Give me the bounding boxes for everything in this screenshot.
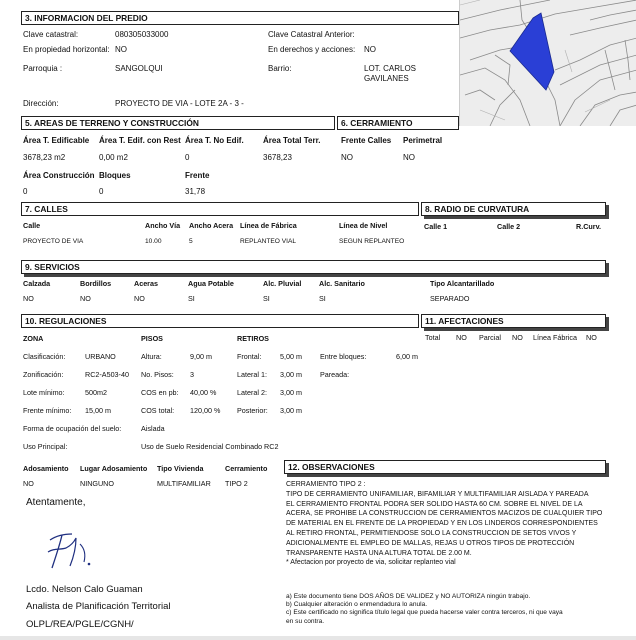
- area-construccion-value: 0: [23, 187, 28, 196]
- lateral1-value: 3,00 m: [280, 370, 302, 379]
- calles-row-ancho-acera: 5: [189, 238, 193, 245]
- servicios-col-pluvial: Alc. Pluvial: [263, 279, 302, 288]
- tipo-vivienda-value: MULTIFAMILIAR: [157, 479, 211, 488]
- area-no-edif-value: 0: [185, 153, 190, 162]
- area-total-label: Área Total Terr.: [263, 136, 321, 145]
- servicios-col-aceras: Aceras: [134, 279, 158, 288]
- section-3-header: 3. INFORMACION DEL PREDIO: [21, 11, 459, 25]
- servicios-val-aceras: NO: [134, 294, 145, 303]
- atentamente: Atentamente,: [26, 497, 86, 508]
- area-no-edif-label: Área T. No Edif.: [185, 136, 244, 145]
- calles-row-linea-nivel: SEGUN REPLANTEO: [339, 238, 405, 245]
- obs-line: ADICIONALMENTE EL EMPLEO DE MALLAS, REJAS U OTROS TIPOS DE PROTECCIÓN: [286, 539, 575, 547]
- calles-col-ancho-acera: Ancho Acera: [189, 221, 234, 230]
- servicios-col-agua: Agua Potable: [188, 279, 234, 288]
- afect-parcial-value: NO: [512, 333, 523, 342]
- adosamiento-value: NO: [23, 479, 34, 488]
- section-12-header: 12. OBSERVACIONES: [284, 460, 606, 474]
- parcel-map: [459, 0, 636, 126]
- forma-ocupacion-label: Forma de ocupación del suelo:: [23, 424, 122, 433]
- obs-line: TIPO DE CERRAMIENTO UNIFAMILIAR, BIFAMILIAR Y MULTIFAMILIAR AISLADA Y PAREADA: [286, 490, 589, 498]
- signer-code: OLPL/REA/PGLE/CGNH/: [26, 619, 134, 630]
- zonificacion-label: Zonificación:: [23, 370, 64, 379]
- bloques-label: Bloques: [99, 171, 131, 180]
- direccion-label: Dirección:: [23, 99, 59, 108]
- cos-pb-value: 40,00 %: [190, 388, 217, 397]
- servicios-val-pluvial: SI: [263, 294, 270, 303]
- clave-catastral-label: Clave catastral:: [23, 30, 79, 39]
- afect-parcial-label: Parcial: [479, 333, 501, 342]
- legal-note: c) Este certificado no significa título legal que pueda hacerse valer contra terceros, ni que vaya: [286, 609, 563, 617]
- frente-minimo-value: 15,00 m: [85, 406, 111, 415]
- cerramiento-tipo-label: Cerramiento: [225, 464, 268, 473]
- posterior-label: Posterior:: [237, 406, 268, 415]
- altura-label: Altura:: [141, 352, 162, 361]
- observaciones-text: [286, 480, 602, 568]
- legal-note: a) Este documento tiene DOS AÑOS DE VALIDEZ y NO AUTORIZA ningún trabajo.: [286, 593, 531, 600]
- direccion-value: PROYECTO DE VIA - LOTE 2A - 3 -: [115, 99, 244, 108]
- forma-ocupacion-value: Aislada: [141, 424, 165, 433]
- lateral1-label: Lateral 1:: [237, 370, 267, 379]
- cos-pb-label: COS en pb:: [141, 388, 179, 397]
- legal-note: b) Cualquier alteración o enmendadura lo anula.: [286, 601, 428, 609]
- frente-calles-label: Frente Calles: [341, 136, 392, 145]
- barrio-value-2: GAVILANES: [364, 74, 409, 83]
- derechos-label: En derechos y acciones:: [268, 45, 356, 54]
- cos-total-value: 120,00 %: [190, 406, 221, 415]
- posterior-value: 3,00 m: [280, 406, 302, 415]
- entre-bloques-value: 6,00 m: [396, 352, 418, 361]
- perimetral-value: NO: [403, 153, 415, 162]
- obs-line: TRANSPARENTE HASTA UNA ALTURA TOTAL DE 2.00 M.: [286, 549, 472, 557]
- frontal-label: Frontal:: [237, 352, 262, 361]
- parroquia-label: Parroquia :: [23, 64, 63, 73]
- section-11-header: 11. AFECTACIONES: [421, 314, 606, 328]
- legal-notes: [286, 593, 563, 626]
- area-edificable-label: Área T. Edificable: [23, 136, 90, 145]
- servicios-col-sanitario: Alc. Sanitario: [319, 279, 365, 288]
- adosamiento-label: Adosamiento: [23, 464, 69, 473]
- zona-label: ZONA: [23, 334, 44, 343]
- lateral2-value: 3,00 m: [280, 388, 302, 397]
- signer-name: Lcdo. Nelson Calo Guaman: [26, 584, 143, 595]
- tipo-vivienda-label: Tipo Vivienda: [157, 464, 204, 473]
- obs-line: DE MATERIAL EN EL FRENTE DE LA PROPIEDAD Y EN LOS LINDEROS CORRESPONDIENTES: [286, 520, 598, 528]
- frente-label: Frente: [185, 171, 210, 180]
- section-7-header: 7. CALLES: [21, 202, 419, 216]
- clave-catastral-value: 080305033000: [115, 30, 169, 39]
- uso-principal-value: Uso de Suelo Residencial Combinado RC2: [141, 442, 279, 451]
- barrio-value-1: LOT. CARLOS: [364, 64, 417, 73]
- section-5-header: 5. AREAS DE TERRENO Y CONSTRUCCIÓN: [21, 116, 335, 130]
- uso-principal-label: Uso Principal:: [23, 442, 68, 451]
- obs-line: ACERA, SE PROHIBE LA CONSTRUCCION DE CERRAMIENTOS MACIZOS DE CUALQUIER TIPO: [286, 510, 603, 518]
- frontal-value: 5,00 m: [280, 352, 302, 361]
- curvatura-col-calle1: Calle 1: [424, 222, 448, 231]
- zonificacion-value: RC2-A503-40: [85, 370, 129, 379]
- propiedad-horizontal-value: NO: [115, 45, 127, 54]
- no-pisos-label: No. Pisos:: [141, 370, 174, 379]
- lote-minimo-label: Lote mínimo:: [23, 388, 65, 397]
- area-total-value: 3678,23: [263, 153, 292, 162]
- perimetral-label: Perimetral: [403, 136, 443, 145]
- calles-row-calle: PROYECTO DE VIA: [23, 238, 84, 245]
- clave-anterior-label: Clave Catastral Anterior:: [268, 30, 355, 39]
- section-6-header: 6. CERRAMIENTO: [337, 116, 459, 130]
- servicios-val-agua: SI: [188, 294, 195, 303]
- servicios-col-calzada: Calzada: [23, 279, 51, 288]
- afect-linea-value: NO: [586, 333, 597, 342]
- section-9-header: 9. SERVICIOS: [21, 260, 606, 274]
- frente-value: 31,78: [185, 187, 206, 196]
- calles-row-ancho-via: 10.00: [145, 238, 162, 245]
- servicios-val-tipo: SEPARADO: [430, 294, 470, 303]
- area-construccion-label: Área Construcción: [23, 171, 95, 180]
- lote-minimo-value: 500m2: [85, 388, 107, 397]
- parroquia-value: SANGOLQUI: [115, 64, 163, 73]
- barrio-label: Barrio:: [268, 64, 292, 73]
- page-edge: [0, 636, 636, 640]
- obs-line: AL RETIRO FRONTAL, PERMITIENDOSE SOLO LA CONSTRUCCION DE SETOS VIVOS Y: [286, 529, 577, 537]
- pareada-label: Pareada:: [320, 370, 350, 379]
- cos-total-label: COS total:: [141, 406, 175, 415]
- entre-bloques-label: Entre bloques:: [320, 352, 367, 361]
- servicios-val-calzada: NO: [23, 294, 34, 303]
- curvatura-col-rcurv: R.Curv.: [576, 222, 602, 231]
- servicios-col-tipo: Tipo Alcantarillado: [430, 279, 495, 288]
- legal-note: en su contra.: [286, 617, 325, 625]
- afect-total-value: NO: [456, 333, 467, 342]
- servicios-val-bordillos: NO: [80, 294, 91, 303]
- afect-linea-label: Línea Fábrica: [533, 333, 577, 342]
- calles-col-linea-fabrica: Línea de Fábrica: [240, 221, 297, 230]
- lugar-adosamiento-label: Lugar Adosamiento: [80, 464, 148, 473]
- calles-col-linea-nivel: Línea de Nivel: [339, 221, 388, 230]
- servicios-col-bordillos: Bordillos: [80, 279, 112, 288]
- pisos-label: PISOS: [141, 334, 163, 343]
- bloques-value: 0: [99, 187, 104, 196]
- lugar-adosamiento-value: NINGUNO: [80, 479, 114, 488]
- area-edif-rest-label: Área T. Edif. con Rest: [99, 136, 181, 145]
- lateral2-label: Lateral 2:: [237, 388, 267, 397]
- clasificacion-value: URBANO: [85, 352, 116, 361]
- signer-role: Analista de Planificación Territorial: [26, 601, 171, 612]
- parcel-map-drawing: [460, 0, 636, 126]
- clasificacion-label: Clasificación:: [23, 352, 66, 361]
- calles-col-calle: Calle: [23, 221, 41, 230]
- obs-line: CERRAMIENTO TIPO 2 :: [286, 481, 366, 488]
- cerramiento-tipo-value: TIPO 2: [225, 479, 248, 488]
- obs-line: EL CERRAMIENTO FRONTAL PODRA SER SOLIDO HASTA 60 CM. SOBRE EL NIVEL DE LA: [286, 500, 583, 508]
- calles-row-linea-fabrica: REPLANTEO VIAL: [240, 238, 297, 245]
- altura-value: 9,00 m: [190, 352, 212, 361]
- derechos-value: NO: [364, 45, 376, 54]
- no-pisos-value: 3: [190, 370, 194, 379]
- calles-col-ancho-via: Ancho Vía: [145, 221, 181, 230]
- area-edif-rest-value: 0,00 m2: [99, 153, 128, 162]
- obs-line: * Afectacion por proyecto de via, solicitar replanteo vial: [286, 559, 456, 567]
- retiros-label: RETIROS: [237, 334, 269, 343]
- frente-calles-value: NO: [341, 153, 353, 162]
- propiedad-horizontal-label: En propiedad horizontal:: [23, 45, 110, 54]
- frente-minimo-label: Frente mínimo:: [23, 406, 72, 415]
- servicios-val-sanitario: SI: [319, 294, 326, 303]
- section-8-header: 8. RADIO DE CURVATURA: [421, 202, 606, 216]
- afect-total-label: Total: [425, 333, 441, 342]
- curvatura-col-calle2: Calle 2: [497, 222, 521, 231]
- area-edificable-value: 3678,23 m2: [23, 153, 66, 162]
- section-10-header: 10. REGULACIONES: [21, 314, 419, 328]
- signature-image: [40, 522, 100, 578]
